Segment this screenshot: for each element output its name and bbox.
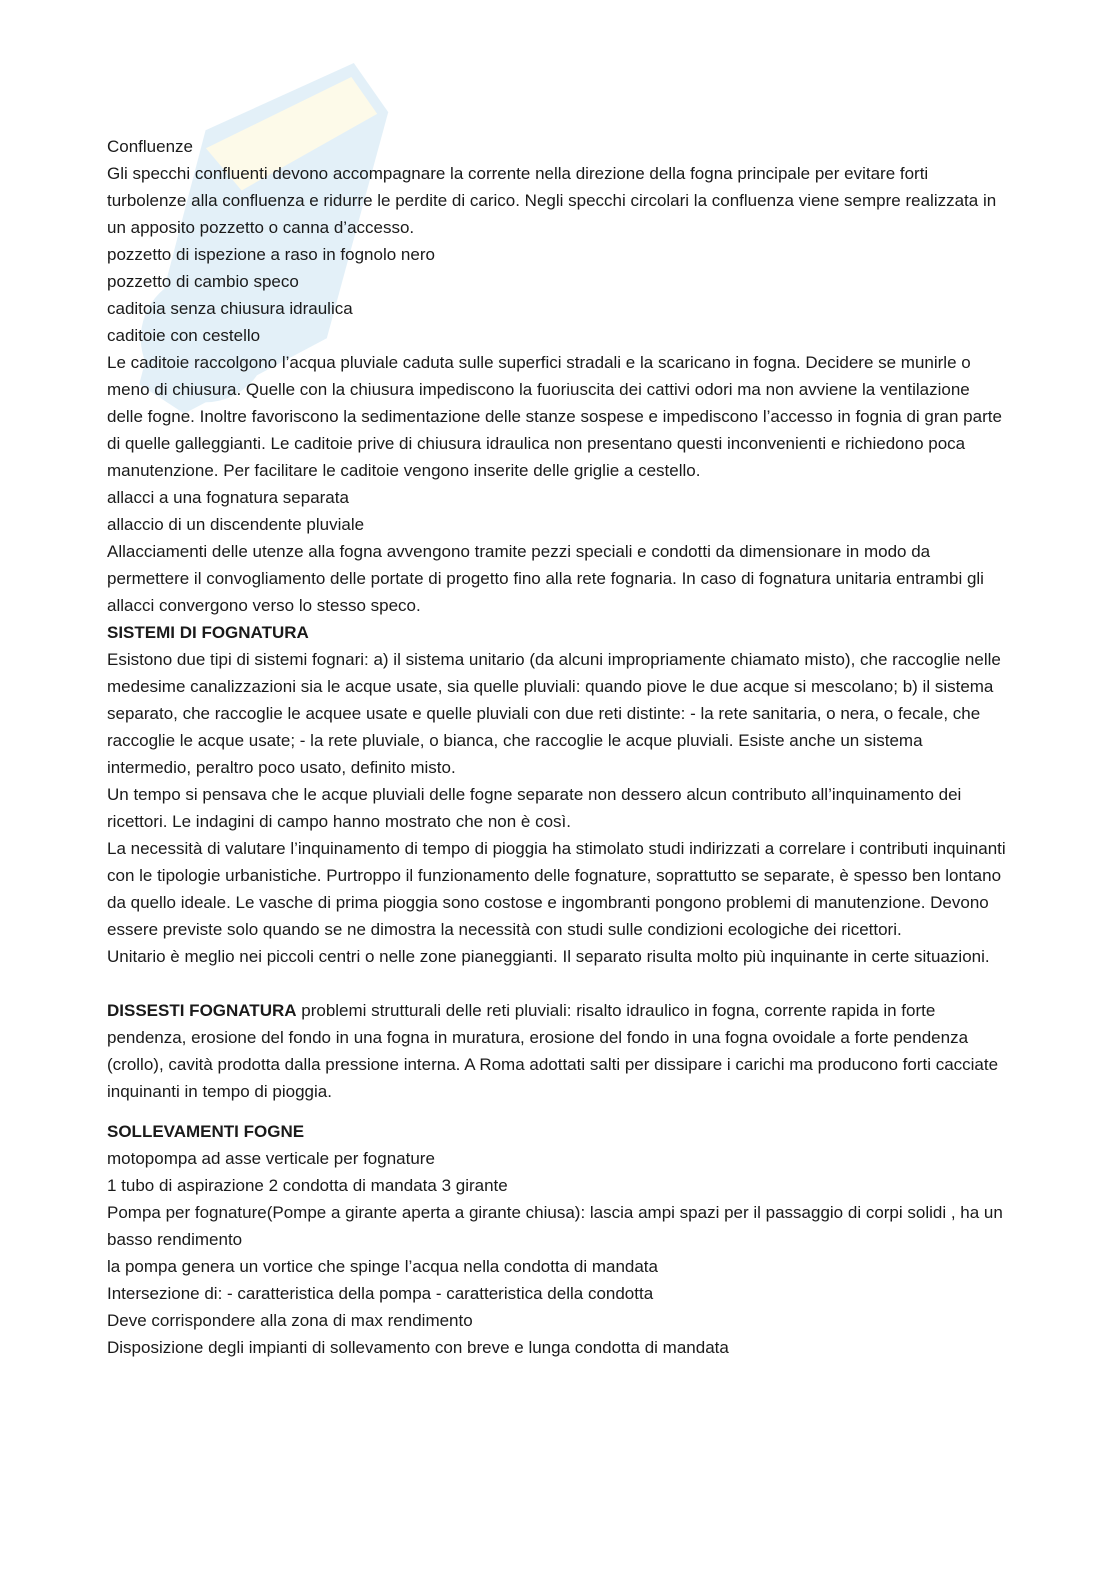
caption-allacci-separata: allacci a una fognatura separata [107,488,349,507]
spacer [107,1105,1007,1118]
paragraph-pompa: Pompa per fognature(Pompe a girante aperta a girante chiusa): lascia ampi spazi per il passaggio di corpi solidi , ha un basso rendimento [107,1203,1003,1249]
paragraph-sistemi-4: Unitario è meglio nei piccoli centri o nelle zone pianeggianti. Il separato risulta molto più inquinante in certe situazioni. [107,947,990,966]
paragraph-sistemi-2: Un tempo si pensava che le acque pluviali delle fogne separate non dessero alcun contributo all’inquinamento dei ricettori. Le indagini di campo hanno mostrato che non è così. [107,785,962,831]
caption-allaccio-pluviale: allaccio di un discendente pluviale [107,515,365,534]
paragraph-sistemi-1: Esistono due tipi di sistemi fognari: a) il sistema unitario (da alcuni impropriamente chiamato misto), che raccoglie nelle medesime canalizzazioni sia le acque usate, sia quelle pluviali: quando piove le due acque si mescolano; b) il sistema separato, che raccoglie le acquee usate e quelle pluviali con due reti distinte: - la rete sanitaria, o nera, o fecale, che raccoglie le acque usate; - la rete pluviale, o bianca, che raccoglie le acque pluviali. Esiste anche un sistema intermedio, peraltro poco usato, definito misto. [107,650,1001,777]
section-title-confluenze: Confluenze [107,137,194,156]
heading-sistemi: SISTEMI DI FOGNATURA [107,623,309,642]
text-dissesti: problemi strutturali delle reti pluviali: risalto idraulico in fogna, corrente rapida in forte pendenza, erosione del fondo in una fogna in muratura, erosione del fondo in una fogna ovoidale a forte pendenza (crollo), cavità prodotta dalla pressione interna. A Roma adottati salti per dissipare i carichi ma producono forti cacciate inquinanti in tempo di pioggia. [107,1001,999,1101]
spacer [107,970,1007,997]
paragraph-sistemi-3: La necessità di valutare l’inquinamento di tempo di pioggia ha stimolato studi indirizzati a correlare i contributi inquinanti con le tipologie urbanistiche. Purtroppo il funzionamento delle fognature, soprattutto se separate, è spesso ben lontano da quello ideale. Le vasche di prima pioggia sono costose e ingombranti pongono problemi di manutenzione. Devono essere previste solo quando se ne dimostra la necessità con studi sulle condizioni ecologiche dei ricettori. [107,839,1006,939]
caption-intersezione: Intersezione di: - caratteristica della pompa - caratteristica della condotta [107,1284,654,1303]
paragraph-dissesti [107,997,1007,1105]
paragraph-confluenze: Gli specchi confluenti devono accompagnare la corrente nella direzione della fogna principale per evitare forti turbolenze alla confluenza e ridurre le perdite di carico. Negli specchi circolari la confluenza viene sempre realizzata in un apposito pozzetto o canna d’accesso. [107,164,997,237]
caption-tubo-aspirazione: 1 tubo di aspirazione 2 condotta di mandata 3 girante [107,1176,508,1195]
caption-disposizione: Disposizione degli impianti di sollevamento con breve e lunga condotta di mandata [107,1338,729,1357]
document-body [107,133,1007,1361]
paragraph-caditoie: Le caditoie raccolgono l’acqua pluviale caduta sulle superfici stradali e la scaricano in fogna. Decidere se munirle o meno di chiusura. Quelle con la chiusura impediscono la fuoriuscita dei cattivi odori ma non avviene la ventilazione delle fogne. Inoltre favoriscono la sedimentazione delle stanze sospese e impediscono l’accesso in fognia di gran parte di quelle galleggianti. Le caditoie prive di chiusura idraulica non presentano questi inconvenienti e richiedono poca manutenzione. Per facilitare le caditoie vengono inserite delle griglie a cestello. [107,353,1002,480]
caption-caditoie-cestello: caditoie con cestello [107,326,261,345]
caption-pozzetto-ispezione: pozzetto di ispezione a raso in fognolo nero [107,245,435,264]
caption-caditoia-senza: caditoia senza chiusura idraulica [107,299,353,318]
caption-pozzetto-cambio: pozzetto di cambio speco [107,272,299,291]
caption-motopompa: motopompa ad asse verticale per fognature [107,1149,435,1168]
caption-rendimento: Deve corrispondere alla zona di max rendimento [107,1311,473,1330]
caption-vortice: la pompa genera un vortice che spinge l’acqua nella condotta di mandata [107,1257,658,1276]
paragraph-allacciamenti: Allacciamenti delle utenze alla fogna avvengono tramite pezzi speciali e condotti da dimensionare in modo da permettere il convogliamento delle portate di progetto fino alla rete fognaria. In caso di fognatura unitaria entrambi gli allacci convergono verso lo stesso speco. [107,542,984,615]
heading-sollevamenti: SOLLEVAMENTI FOGNE [107,1122,305,1141]
heading-dissesti: DISSESTI FOGNATURA [107,1001,297,1020]
